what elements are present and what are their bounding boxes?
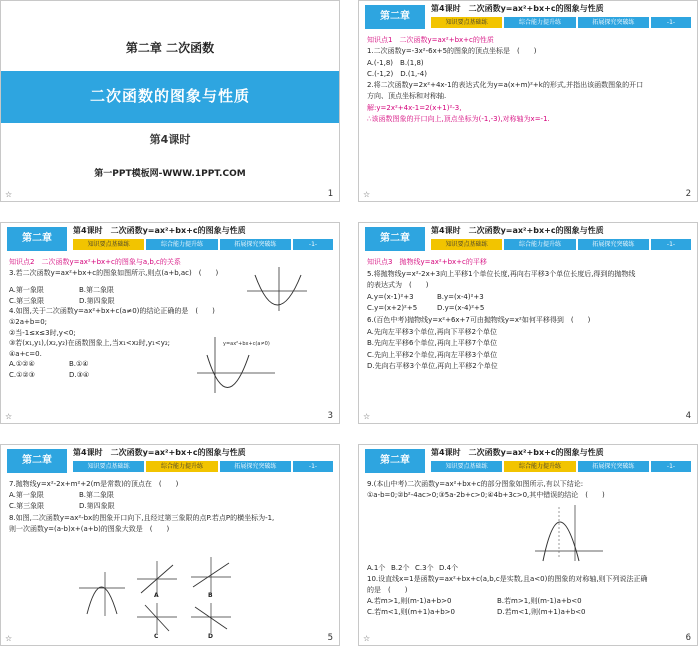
chapter-badge: 第二章 — [7, 227, 67, 251]
question-line: A.(-1,8) B.(1,8) — [367, 58, 424, 67]
slide-content — [9, 479, 333, 535]
tab-page-nav[interactable]: -1- — [293, 239, 333, 250]
statement: ②当-1≤x≤3时,y<0; — [9, 328, 76, 337]
tab-page-nav[interactable]: -1- — [651, 239, 691, 250]
lesson-label: 第4课时 — [149, 133, 191, 146]
slide-content — [367, 479, 691, 618]
option: C.第三象限 — [9, 296, 45, 305]
slide-4[interactable] — [358, 222, 698, 424]
question-line: 的是 ( ) — [367, 586, 408, 594]
option: D.第四象限 — [79, 296, 115, 305]
question-line: 2.将二次函数y=2x²+4x-1的表达式化为y=a(x+m)²+k的形式,并指出该函数图象的开口 — [367, 81, 644, 90]
question-line: 1.二次函数y=-3x²-6x+5的图象的顶点坐标是 ( ) — [367, 47, 537, 56]
slide-1[interactable] — [0, 0, 340, 202]
option: C.先向上平移2个单位,再向左平移3个单位 — [367, 350, 498, 359]
question-line: C.(-1,2) D.(1,-4) — [367, 69, 427, 78]
chapter-badge: 第二章 — [7, 449, 67, 473]
knowledge-point: 知识点2 二次函数y=ax²+bx+c的图象与a,b,c的关系 — [9, 258, 181, 266]
parabola-graph-q8 — [79, 570, 127, 618]
answer-line: ∴该函数图象的开口向上,顶点坐标为(-1,-3),对称轴为x=-1. — [367, 115, 550, 124]
option-line — [367, 596, 691, 607]
option: B.先向左平移6个单位,再向上平移7个单位 — [367, 339, 498, 348]
slide-footer — [359, 187, 697, 201]
option: A.先向左平移3个单位,再向下平移2个单位 — [367, 327, 498, 336]
option: A.第一象限 — [9, 491, 44, 500]
tab-extension[interactable]: 拓展探究突破练 — [578, 17, 649, 28]
tab-basic[interactable]: 知识要点基础练 — [431, 239, 502, 250]
option-graph-label: C — [154, 633, 159, 639]
slide-header — [359, 445, 697, 475]
option-graph-a — [137, 561, 177, 597]
tab-basic[interactable]: 知识要点基础练 — [431, 17, 502, 28]
tab-bar — [73, 461, 333, 472]
answer-line: 解:y=2x²+4x-1=2(x+1)²-3, — [367, 103, 462, 112]
option: B.若m>1,则(m-1)a+b<0 — [497, 597, 582, 605]
question-line: ①a-b=0;②b²-4ac>0;③5a-2b+c>0;④4b+3c>0,其中错误的结论 ( ) — [367, 491, 605, 499]
slide-content — [367, 257, 691, 373]
star-icon: ☆ — [5, 634, 13, 643]
lesson-title: 第4课时 二次函数y=ax²+bx+c的图象与性质 — [73, 448, 246, 457]
question-line: 9.(本山中考)二次函数y=ax²+bx+c的部分图象如图所示,有以下结论: — [367, 480, 584, 488]
page-number: 5 — [327, 633, 333, 643]
option-graph-label: B — [208, 592, 213, 597]
star-icon: ☆ — [363, 412, 371, 421]
option: D.第四象限 — [79, 502, 115, 511]
option: B.第二象限 — [79, 491, 115, 500]
option-graph-b — [191, 557, 231, 597]
option-graph-label: A — [154, 592, 159, 597]
tab-extension[interactable]: 拓展探究突破练 — [220, 461, 291, 472]
slide-content — [367, 35, 691, 125]
tab-bar — [431, 461, 691, 472]
question-line: 7.抛物线y=x²-2x+m²+2(m是常数)的顶点在 ( ) — [9, 480, 179, 488]
question-line: 8.如图,二次函数y=ax²-bx的图象开口向下,且经过第三象限的点P.若点P的横坐标为-1, — [9, 513, 275, 522]
tab-bar — [73, 239, 333, 250]
tab-advanced[interactable]: 综合能力提升练 — [504, 17, 575, 28]
option: B.第二象限 — [79, 286, 115, 295]
option: A.1个 — [367, 564, 386, 572]
page-number: 1 — [327, 189, 333, 199]
tab-basic[interactable]: 知识要点基础练 — [431, 461, 502, 472]
chapter-badge: 第二章 — [365, 5, 425, 29]
option-line — [367, 563, 691, 574]
option: A.y=(x-1)²+3 — [367, 292, 414, 301]
chapter-badge: 第二章 — [365, 227, 425, 251]
option: D.4个 — [439, 564, 459, 572]
question-line: 10.设直线x=1是函数y=ax²+bx+c(a,b,c是实数,且a<0)的图象的对称轴,则下列说法正确 — [367, 575, 648, 583]
tab-extension[interactable]: 拓展探究突破练 — [578, 239, 649, 250]
statement: ④a+c=0. — [9, 349, 42, 358]
slide-header — [1, 223, 339, 253]
lesson-title: 第4课时 二次函数y=ax²+bx+c的图象与性质 — [431, 226, 604, 235]
option: D.若m<1,则(m+1)a+b<0 — [497, 608, 586, 616]
option: C.y=(x+2)²+5 — [367, 304, 418, 313]
chapter-badge: 第二章 — [365, 449, 425, 473]
question-line: 5.将抛物线y=x²-2x+3向上平移1个单位长度,再向右平移3个单位长度后,得到的抛物线 — [367, 269, 636, 278]
question-line: 则一次函数y=(a-b)x+(a+b)的图象大致是 ( ) — [9, 524, 170, 533]
parabola-graph-q3 — [247, 265, 309, 313]
option-line — [9, 370, 333, 381]
tab-bar — [431, 17, 691, 28]
page-number: 3 — [327, 411, 333, 421]
page-number: 4 — [685, 411, 691, 421]
slide-title: 二次函数的图象与性质 — [89, 87, 250, 105]
option-line — [367, 292, 691, 304]
slide-5[interactable] — [0, 444, 340, 646]
option-line — [367, 607, 691, 618]
tab-extension[interactable]: 拓展探究突破练 — [220, 239, 291, 250]
option: C.若m<1,则(m+1)a+b>0 — [367, 608, 455, 616]
question-line: 方向、顶点坐标和对称轴. — [367, 92, 447, 101]
option: D.y=(x-4)²+5 — [437, 304, 485, 313]
question-line: 的表达式为 ( ) — [367, 281, 429, 290]
option: B.y=(x-4)²+3 — [437, 292, 484, 301]
tab-bar — [431, 239, 691, 250]
tab-advanced[interactable]: 综合能力提升练 — [504, 461, 575, 472]
option: A.①②④ — [9, 360, 35, 369]
tab-page-nav[interactable]: -1- — [651, 461, 691, 472]
star-icon: ☆ — [5, 190, 13, 199]
knowledge-point: 知识点1 二次函数y=ax²+bx+c的性质 — [367, 36, 494, 44]
slide-footer — [1, 631, 339, 645]
chapter-heading: 第二章 二次函数 — [125, 41, 215, 55]
slide-footer — [359, 409, 697, 423]
option: B.2个 — [391, 564, 410, 572]
question-line: 4.如图,关于二次函数y=ax²+bx+c(a≠0)的结论正确的是 ( ) — [9, 307, 215, 316]
parabola-graph-q4 — [197, 335, 277, 395]
tab-advanced[interactable]: 综合能力提升练 — [146, 239, 217, 250]
slide-3[interactable] — [0, 222, 340, 424]
lesson-title: 第4课时 二次函数y=ax²+bx+c的图象与性质 — [431, 448, 604, 457]
star-icon: ☆ — [363, 634, 371, 643]
tab-extension[interactable]: 拓展探究突破练 — [578, 461, 649, 472]
tab-advanced[interactable]: 综合能力提升练 — [146, 461, 217, 472]
option-line — [9, 359, 333, 370]
slide-header — [359, 1, 697, 31]
lesson-title: 第4课时 二次函数y=ax²+bx+c的图象与性质 — [73, 226, 246, 235]
tab-page-nav[interactable]: -1- — [293, 461, 333, 472]
slide-footer — [1, 187, 339, 201]
page-number: 2 — [685, 189, 691, 199]
question-line: 6.(百色中考)抛物线y=x²+6x+7可由抛物线y=x²如何平移得到 ( ) — [367, 315, 591, 324]
option-line — [9, 501, 333, 512]
option-graph-label: D — [208, 633, 213, 639]
question-line: 3.若二次函数y=ax²+bx+c的图象如图所示,则点(a+b,ac) ( ) — [9, 268, 219, 277]
option: B.①④ — [69, 360, 89, 369]
slide-header — [359, 223, 697, 253]
statement: ③若(x₁,y₁),(x₂,y₂)在函数图象上,当x₁<x₂时,y₁<y₂; — [9, 339, 171, 348]
graph-label: y=ax²+bx+c(a≠0) — [223, 341, 270, 347]
option-line — [9, 490, 333, 501]
tab-page-nav[interactable]: -1- — [651, 17, 691, 28]
lesson-title: 第4课时 二次函数y=ax²+bx+c的图象与性质 — [431, 4, 604, 13]
slide-header — [1, 445, 339, 475]
slide-footer — [1, 409, 339, 423]
option: A.若m>1,则(m-1)a+b>0 — [367, 597, 452, 605]
site-url: 第一PPT模板网-WWW.1PPT.COM — [94, 169, 246, 179]
star-icon: ☆ — [5, 412, 13, 421]
tab-basic[interactable]: 知识要点基础练 — [73, 461, 144, 472]
tab-advanced[interactable]: 综合能力提升练 — [504, 239, 575, 250]
slide-2[interactable] — [358, 0, 698, 202]
option: D.先向右平移3个单位,再向上平移2个单位 — [367, 362, 498, 371]
option: C.第三象限 — [9, 502, 45, 511]
tab-basic[interactable]: 知识要点基础练 — [73, 239, 144, 250]
option: C.①②③ — [9, 370, 35, 379]
option: C.3个 — [415, 564, 434, 572]
star-icon: ☆ — [363, 190, 371, 199]
knowledge-point: 知识点3 抛物线y=ax²+bx+c的平移 — [367, 258, 487, 266]
slide-6[interactable] — [358, 444, 698, 646]
option: A.第一象限 — [9, 286, 44, 295]
option-line — [367, 303, 691, 315]
statement: ①2a+b=0; — [9, 317, 48, 326]
parabola-graph-q9 — [535, 503, 605, 563]
slide-footer — [359, 631, 697, 645]
option: D.③④ — [69, 370, 90, 379]
page-number: 6 — [685, 633, 691, 643]
